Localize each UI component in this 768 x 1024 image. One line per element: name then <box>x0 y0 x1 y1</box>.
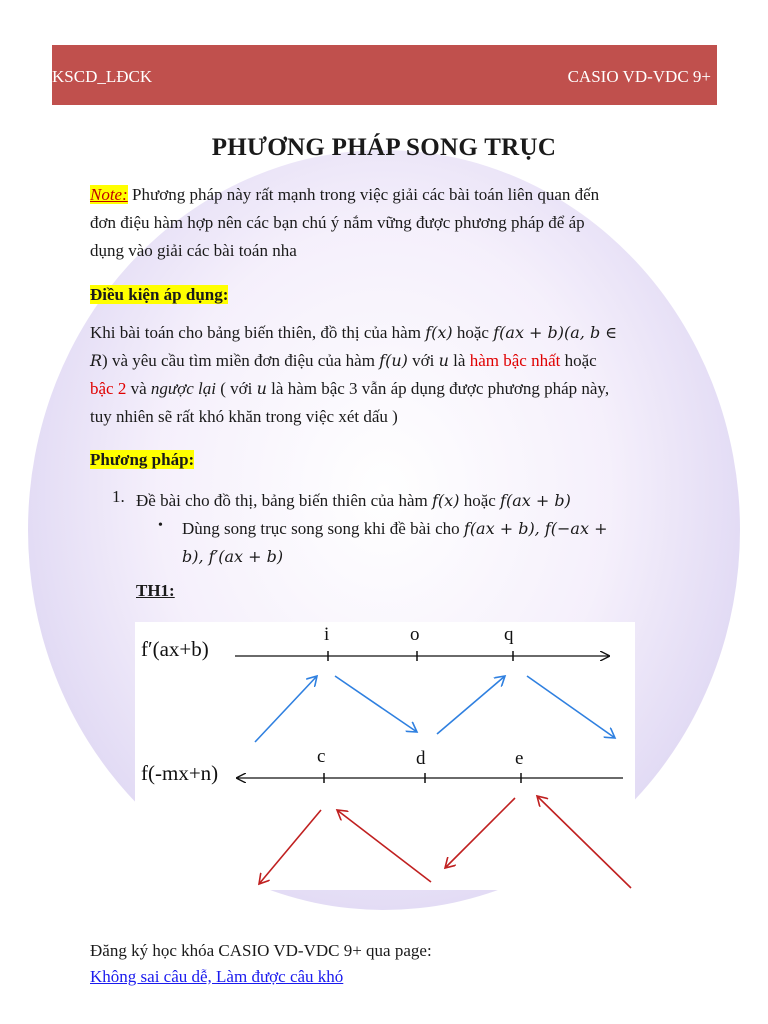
red-emphasis-text: hàm bậc nhất <box>469 351 561 370</box>
list-item-text <box>136 487 696 515</box>
italic-text: ngược lại <box>150 379 216 398</box>
method-heading: Phương pháp: <box>90 450 195 469</box>
condition-text: ) và yêu cầu tìm miền đơn điệu của hàm <box>102 351 380 370</box>
decreasing-arrow <box>527 676 615 738</box>
top-axis-label: f′(ax+b) <box>141 637 209 661</box>
page-link[interactable]: Không sai câu dễ, Làm được câu khó <box>90 967 344 986</box>
math-expression: f(x) <box>425 323 453 342</box>
list-item-part: hoặc <box>459 491 501 510</box>
header-left-text: KSCD_LĐCK <box>52 67 153 86</box>
math-expression: u <box>438 351 449 370</box>
condition-text: ( với <box>215 379 257 398</box>
condition-text: hoặc <box>452 323 494 342</box>
page-header <box>52 45 717 105</box>
case-heading: TH1: <box>136 581 175 600</box>
red-emphasis-text: bậc 2 <box>90 379 127 398</box>
math-expression: f(ax + b)(a, b ∈ <box>493 323 618 342</box>
condition-text: là hàm bậc 3 vẫn áp dụng được phương pháp này, <box>266 379 610 398</box>
method-heading-block <box>90 446 690 474</box>
math-expression: R <box>90 351 103 370</box>
note-line-3: dụng vào giải các bài toán nha <box>90 241 297 260</box>
note-label: Note: <box>90 185 128 204</box>
tick-label-d: d <box>416 748 426 769</box>
decreasing-arrow-red <box>259 810 321 884</box>
math-expression: f(u) <box>379 351 408 370</box>
diagram-svg <box>135 622 635 890</box>
list-number: 1. <box>112 487 125 506</box>
math-expression: f(ax + b), f(−ax + <box>463 519 608 538</box>
condition-text: và <box>126 379 151 398</box>
list-item-part: Đề bài cho đồ thị, bảng biến thiên của hàm <box>136 491 432 510</box>
math-expression: f(x) <box>432 491 460 510</box>
condition-paragraph <box>90 319 690 431</box>
tick-label-i: i <box>324 624 330 645</box>
footer-text: Đăng ký học khóa CASIO VD-VDC 9+ qua page: <box>90 941 432 960</box>
condition-text: là <box>448 351 470 370</box>
header-right-text: CASIO VD-VDC 9+ <box>567 67 711 86</box>
bullet-point-icon: • <box>158 518 163 533</box>
parallel-axes-diagram <box>135 622 635 890</box>
increasing-arrow <box>437 676 505 734</box>
bullet-text <box>182 515 682 571</box>
math-expression: f(ax + b) <box>500 491 571 510</box>
condition-heading-block <box>90 281 690 309</box>
math-expression: u <box>256 379 267 398</box>
condition-text: với <box>407 351 439 370</box>
condition-text: hoặc <box>560 351 597 370</box>
decreasing-arrow-red <box>445 798 515 868</box>
condition-heading: Điều kiện áp dụng: <box>90 285 229 304</box>
footer <box>90 938 432 990</box>
increasing-arrow-red <box>337 810 431 882</box>
page-title: PHƯƠNG PHÁP SONG TRỤC <box>211 134 557 161</box>
note-line-2: đơn điệu hàm hợp nên các bạn chú ý nắm vững được phương pháp để áp <box>90 213 585 232</box>
note-paragraph <box>90 181 690 265</box>
tick-label-o: o <box>410 624 420 645</box>
note-line-1: Phương pháp này rất mạnh trong việc giải các bài toán liên quan đến <box>127 185 600 204</box>
condition-text: Khi bài toán cho bảng biến thiên, đồ thị của hàm <box>90 323 426 342</box>
tick-label-e: e <box>515 748 524 769</box>
bottom-axis-label: f(-mx+n) <box>141 761 219 785</box>
increasing-arrow-red <box>537 796 631 888</box>
decreasing-arrow <box>335 676 417 732</box>
tick-label-c: c <box>317 746 326 767</box>
math-expression: b), f′(ax + b) <box>182 547 284 566</box>
tick-label-q: q <box>504 624 514 645</box>
increasing-arrow <box>255 676 317 742</box>
bullet-part: Dùng song trục song song khi đề bài cho <box>182 519 464 538</box>
condition-text: tuy nhiên sẽ rất khó khăn trong việc xét dấu ) <box>90 407 398 426</box>
